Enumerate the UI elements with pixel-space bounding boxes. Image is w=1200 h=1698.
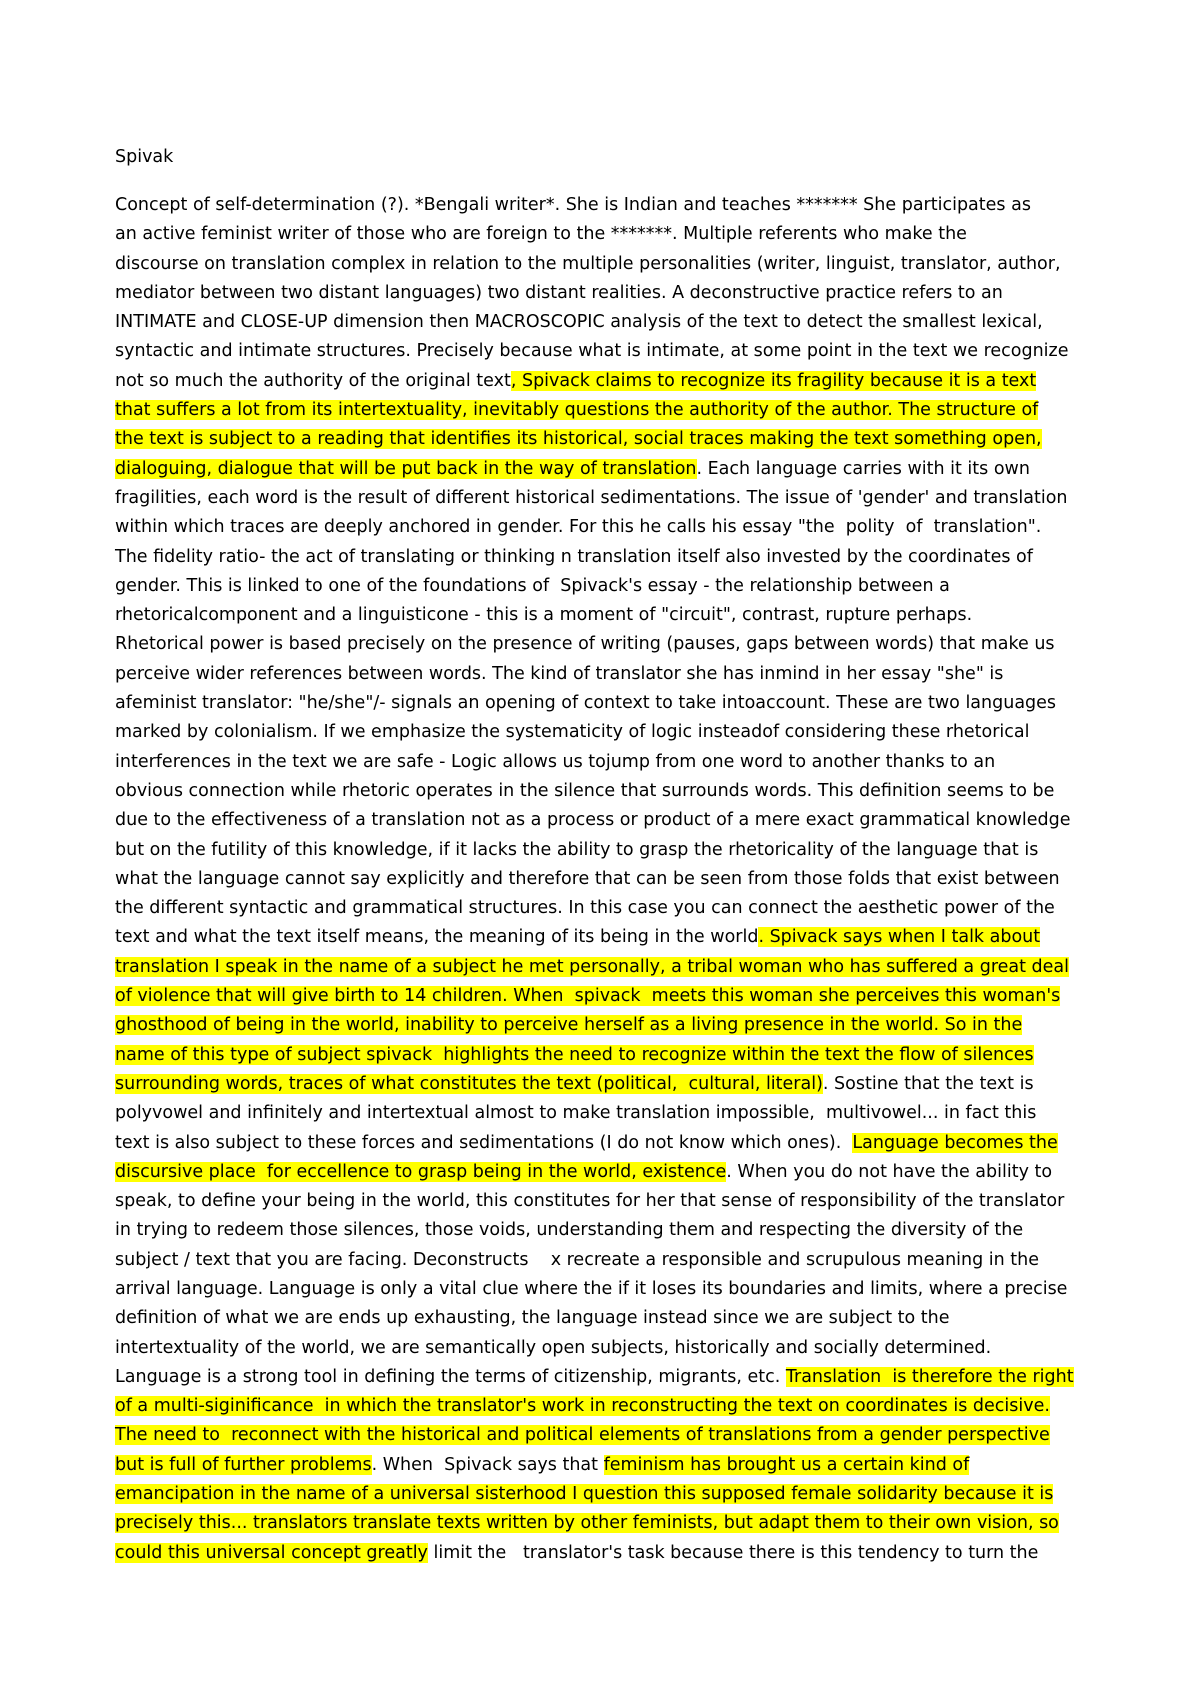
text-run: INTIMATE and CLOSE-UP dimension then MACROSCOPIC analysis of the text to detect the smallest lexical, xyxy=(115,312,1043,333)
text-line xyxy=(115,1334,1105,1363)
text-run: discourse on translation complex in relation to the multiple personalities (writer, linguist, translator, author, xyxy=(115,253,1061,274)
highlighted-text: Language becomes the xyxy=(852,1132,1058,1153)
text-line xyxy=(115,308,1105,337)
text-run: arrival language. Language is only a vital clue where the if it loses its boundaries and limits, where a precise xyxy=(115,1278,1068,1299)
text-line xyxy=(115,367,1105,396)
text-run: The fidelity ratio- the act of translating or thinking n translation itself also invested by the coordinates of xyxy=(115,546,1033,567)
text-line xyxy=(115,1421,1105,1450)
text-run: what the language cannot say explicitly and therefore that can be seen from those folds that exist between xyxy=(115,868,1060,889)
highlighted-text: translation I speak in the name of a subject he met personally, a tribal woman who has suffered a great deal xyxy=(115,956,1070,977)
highlighted-text: , Spivack claims to recognize its fragility because it is a text xyxy=(510,370,1037,391)
document-body xyxy=(115,191,1105,1568)
text-line xyxy=(115,630,1105,659)
text-line xyxy=(115,1129,1105,1158)
text-line xyxy=(115,572,1105,601)
text-line xyxy=(115,425,1105,454)
text-line xyxy=(115,689,1105,718)
text-run: limit the translator's task because there is this tendency to turn the xyxy=(427,1542,1039,1563)
text-line xyxy=(115,396,1105,425)
text-line xyxy=(115,250,1105,279)
text-run: marked by colonialism. If we emphasize the systematicity of logic insteadof considering these rhetorical xyxy=(115,722,1030,743)
text-run: in trying to redeem those silences, those voids, understanding them and respecting the diversity of the xyxy=(115,1220,1024,1241)
text-run: but on the futility of this knowledge, if it lacks the ability to grasp the rhetoricality of the language that is xyxy=(115,839,1039,860)
text-line xyxy=(115,1158,1105,1187)
text-line xyxy=(115,279,1105,308)
text-line xyxy=(115,1187,1105,1216)
highlighted-text: Translation is therefore the right xyxy=(785,1366,1074,1387)
text-run: within which traces are deeply anchored in gender. For this he calls his essay "the polity of translation". xyxy=(115,517,1042,538)
document-title: Spivak xyxy=(115,147,174,167)
text-line xyxy=(115,1509,1105,1538)
text-run: intertextuality of the world, we are semantically open subjects, historically and socially determined. xyxy=(115,1337,992,1358)
text-run: fragilities, each word is the result of different historical sedimentations. The issue of 'gender' and translation xyxy=(115,487,1068,508)
highlighted-text: . Spivack says when I talk about xyxy=(758,927,1041,948)
text-run: an active feminist writer of those who are foreign to the *******. Multiple referents who make the xyxy=(115,224,967,245)
highlighted-text: feminism has brought us a certain kind of xyxy=(603,1454,970,1475)
text-run: rhetoricalcomponent and a linguisticone - this is a moment of "circuit", contrast, rupture perhaps. xyxy=(115,605,973,626)
text-run: Rhetorical power is based precisely on the presence of writing (pauses, gaps between words) that make us xyxy=(115,634,1055,655)
text-run: subject / text that you are facing. Deconstructs x recreate a responsible and scrupulous meaning in the xyxy=(115,1249,1040,1270)
text-line xyxy=(115,777,1105,806)
text-run: obvious connection while rhetoric operates in the silence that surrounds words. This definition seems to be xyxy=(115,780,1055,801)
text-line xyxy=(115,718,1105,747)
text-line xyxy=(115,1451,1105,1480)
text-run: . Sostine that the text is xyxy=(822,1073,1034,1094)
highlighted-text: surrounding words, traces of what constitutes the text (political, cultural, literal) xyxy=(115,1073,823,1094)
highlighted-text: precisely this... translators translate texts written by other feminists, but adapt them to their own vision, so xyxy=(115,1513,1059,1534)
text-line xyxy=(115,484,1105,513)
text-line xyxy=(115,1363,1105,1392)
text-line xyxy=(115,543,1105,572)
text-line xyxy=(115,1275,1105,1304)
text-line xyxy=(115,191,1105,220)
text-line xyxy=(115,1304,1105,1333)
text-run: text is also subject to these forces and sedimentations (I do not know which ones). xyxy=(115,1132,853,1153)
text-line xyxy=(115,1392,1105,1421)
text-line xyxy=(115,923,1105,952)
text-line xyxy=(115,953,1105,982)
text-line xyxy=(115,1041,1105,1070)
text-line xyxy=(115,455,1105,484)
text-run: . When Spivack says that xyxy=(371,1454,604,1475)
text-line xyxy=(115,836,1105,865)
highlighted-text: emancipation in the name of a universal sisterhood I question this supposed female solidarity because it is xyxy=(115,1484,1054,1505)
text-run: due to the effectiveness of a translation not as a process or product of a mere exact grammatical knowledge xyxy=(115,810,1071,831)
text-line xyxy=(115,1011,1105,1040)
text-run: interferences in the text we are safe - Logic allows us tojump from one word to another thanks to an xyxy=(115,751,996,772)
text-line xyxy=(115,748,1105,777)
text-line xyxy=(115,806,1105,835)
highlighted-text: could this universal concept greatly xyxy=(115,1542,428,1563)
text-run: afeminist translator: "he/she"/- signals an opening of context to take intoaccount. These are two languages xyxy=(115,693,1057,714)
text-line xyxy=(115,1099,1105,1128)
text-line xyxy=(115,337,1105,366)
text-line xyxy=(115,513,1105,542)
highlighted-text: the text is subject to a reading that identifies its historical, social traces making the text something open, xyxy=(115,429,1042,450)
text-run: speak, to define your being in the world, this constitutes for her that sense of responsibility of the translator xyxy=(115,1191,1065,1212)
text-line xyxy=(115,220,1105,249)
text-run: . Each language carries with it its own xyxy=(696,458,1030,479)
highlighted-text: that suffers a lot from its intertextuality, inevitably questions the authority of the author. The structure of xyxy=(115,400,1039,421)
text-run: syntactic and intimate structures. Precisely because what is intimate, at some point in the text we recognize xyxy=(115,341,1069,362)
highlighted-text: dialoguing, dialogue that will be put back in the way of translation xyxy=(115,458,697,479)
highlighted-text: ghosthood of being in the world, inability to perceive herself as a living presence in the world. So in the xyxy=(115,1015,1023,1036)
text-run: definition of what we are ends up exhausting, the language instead since we are subject to the xyxy=(115,1308,950,1329)
text-line xyxy=(115,1480,1105,1509)
highlighted-text: but is full of further problems xyxy=(115,1454,372,1475)
text-line xyxy=(115,1070,1105,1099)
text-run: not so much the authority of the original text xyxy=(115,370,511,391)
text-run: polyvowel and infinitely and intertextual almost to make translation impossible, multivowel... in fact this xyxy=(115,1103,1037,1124)
highlighted-text: of violence that will give birth to 14 children. When spivack meets this woman she perceives this woman's xyxy=(115,986,1061,1007)
text-run: text and what the text itself means, the meaning of its being in the world xyxy=(115,927,759,948)
text-run: . When you do not have the ability to xyxy=(726,1161,1053,1182)
text-line xyxy=(115,865,1105,894)
text-line xyxy=(115,660,1105,689)
text-run: perceive wider references between words. The kind of translator she has inmind in her essay "she" is xyxy=(115,663,1004,684)
text-line xyxy=(115,982,1105,1011)
text-run: mediator between two distant languages) two distant realities. A deconstructive practice refers to an xyxy=(115,282,1003,303)
text-run: the different syntactic and grammatical structures. In this case you can connect the aesthetic power of the xyxy=(115,898,1055,919)
text-run: gender. This is linked to one of the foundations of Spivack's essay - the relationship between a xyxy=(115,575,950,596)
highlighted-text: name of this type of subject spivack highlights the need to recognize within the text the flow of silences xyxy=(115,1044,1034,1065)
text-line xyxy=(115,601,1105,630)
highlighted-text: The need to reconnect with the historical and political elements of translations from a gender perspective xyxy=(115,1425,1050,1446)
text-line xyxy=(115,1246,1105,1275)
text-run: Language is a strong tool in defining the terms of citizenship, migrants, etc. xyxy=(115,1366,786,1387)
text-line xyxy=(115,894,1105,923)
text-run: Concept of self-determination (?). *Bengali writer*. She is Indian and teaches ******* She participates as xyxy=(115,195,1031,215)
text-line xyxy=(115,1539,1105,1568)
highlighted-text: discursive place for eccellence to grasp being in the world, existence xyxy=(115,1161,727,1182)
text-line xyxy=(115,1216,1105,1245)
highlighted-text: of a multi-siginificance in which the translator's work in reconstructing the text on coordinates is decisive. xyxy=(115,1396,1050,1417)
